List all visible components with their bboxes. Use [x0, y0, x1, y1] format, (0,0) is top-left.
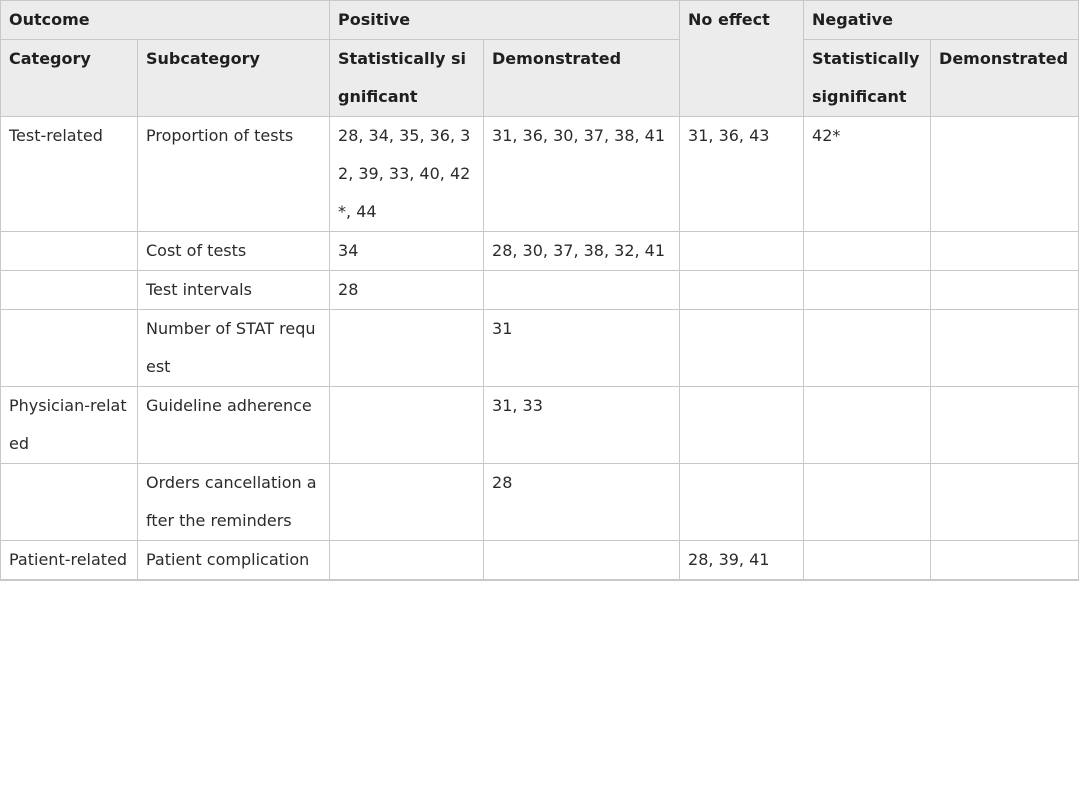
cell-positive-statistically-significant	[330, 310, 484, 387]
cell-no-effect	[680, 464, 804, 541]
cell-negative-statistically-significant	[804, 580, 931, 581]
cell-category: Test-related	[1, 117, 138, 232]
cell-negative-statistically-significant: 42*	[804, 117, 931, 232]
cell-category	[1, 464, 138, 541]
header-positive: Positive	[330, 1, 680, 40]
cell-negative-demonstrated	[931, 387, 1079, 464]
cell-no-effect: 31, 36, 43	[680, 117, 804, 232]
cell-no-effect	[680, 232, 804, 271]
table-body	[1, 117, 1079, 581]
cell-negative-demonstrated	[931, 310, 1079, 387]
header-category: Category	[1, 40, 138, 117]
cell-negative-demonstrated	[931, 271, 1079, 310]
cell-negative-demonstrated	[931, 117, 1079, 232]
cell-subcategory: Test intervals	[138, 271, 330, 310]
cell-negative-statistically-significant	[804, 464, 931, 541]
cell-positive-demonstrated	[484, 271, 680, 310]
cell-no-effect	[680, 310, 804, 387]
cell-subcategory: Guideline adherence	[138, 387, 330, 464]
cell-negative-demonstrated	[931, 464, 1079, 541]
cell-category: Patient-related	[1, 541, 138, 580]
header-negative: Negative	[804, 1, 1079, 40]
cell-category	[1, 580, 138, 581]
cell-positive-demonstrated	[484, 580, 680, 581]
cell-positive-demonstrated: 31, 36, 30, 37, 38, 41	[484, 117, 680, 232]
header-no-effect: No effect	[680, 1, 804, 117]
header-positive-demonstrated: Demonstrated	[484, 40, 680, 117]
cell-negative-statistically-significant	[804, 310, 931, 387]
table-row	[1, 232, 1079, 271]
cell-subcategory: Orders cancellation after the reminders	[138, 464, 330, 541]
table-row	[1, 541, 1079, 580]
header-negative-demonstrated: Demonstrated	[931, 40, 1079, 117]
cell-category	[1, 271, 138, 310]
table-row	[1, 580, 1079, 581]
cell-subcategory: Patient complication	[138, 541, 330, 580]
cell-negative-demonstrated	[931, 580, 1079, 581]
cell-no-effect	[680, 580, 804, 581]
cell-no-effect: 28, 39, 41	[680, 541, 804, 580]
cell-positive-statistically-significant	[330, 387, 484, 464]
cell-positive-statistically-significant: 28, 34, 35, 36, 32, 39, 33, 40, 42*, 44	[330, 117, 484, 232]
table-header	[1, 1, 1079, 117]
cell-positive-demonstrated: 31, 33	[484, 387, 680, 464]
cell-subcategory: Number of STAT request	[138, 310, 330, 387]
cell-positive-statistically-significant	[330, 580, 484, 581]
cell-subcategory: Proportion of tests	[138, 117, 330, 232]
cell-no-effect	[680, 271, 804, 310]
cell-positive-statistically-significant: 34	[330, 232, 484, 271]
header-row-group	[1, 1, 1079, 40]
cell-positive-demonstrated: 28, 30, 37, 38, 32, 41	[484, 232, 680, 271]
cell-negative-statistically-significant	[804, 541, 931, 580]
cell-category	[1, 232, 138, 271]
header-positive-statistically-significant: Statistically significant	[330, 40, 484, 117]
cell-negative-statistically-significant	[804, 387, 931, 464]
cell-positive-statistically-significant: 28	[330, 271, 484, 310]
header-negative-statistically-significant: Statistically significant	[804, 40, 931, 117]
cell-negative-statistically-significant	[804, 271, 931, 310]
header-row-columns	[1, 40, 1079, 117]
cell-positive-statistically-significant	[330, 464, 484, 541]
cell-negative-demonstrated	[931, 232, 1079, 271]
cell-no-effect	[680, 387, 804, 464]
header-outcome: Outcome	[1, 1, 330, 40]
table-row	[1, 117, 1079, 232]
table-row	[1, 387, 1079, 464]
cell-negative-statistically-significant	[804, 232, 931, 271]
cell-category	[1, 310, 138, 387]
cell-positive-statistically-significant	[330, 541, 484, 580]
cell-subcategory: Cost of tests	[138, 232, 330, 271]
cell-positive-demonstrated: 28	[484, 464, 680, 541]
cell-subcategory	[138, 580, 330, 581]
cell-negative-demonstrated	[931, 541, 1079, 580]
cell-positive-demonstrated: 31	[484, 310, 680, 387]
cell-category: Physician-related	[1, 387, 138, 464]
header-subcategory: Subcategory	[138, 40, 330, 117]
table-row	[1, 464, 1079, 541]
table-row	[1, 310, 1079, 387]
cell-positive-demonstrated	[484, 541, 680, 580]
table-row	[1, 271, 1079, 310]
